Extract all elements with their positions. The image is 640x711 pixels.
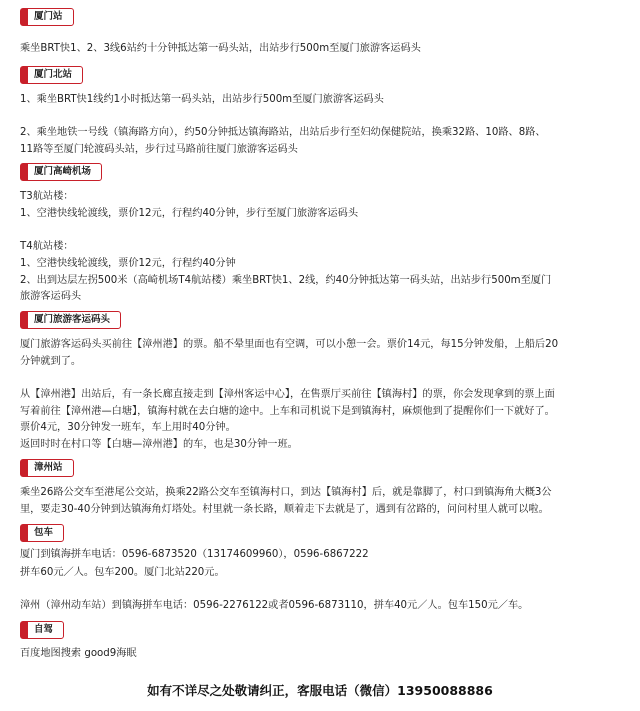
tag-marker (21, 312, 28, 328)
tag-label: 厦门北站 (34, 69, 73, 80)
charter-line-2: 拼车60元／人。包车200。厦门北站220元。 (20, 567, 225, 578)
gaoqi-line-6: 旅游客运码头 (20, 291, 82, 302)
tag-label: 自驾 (34, 624, 54, 635)
xiamen-north-line-2: 2、乘坐地铁一号线（镇海路方向），约50分钟抵达镇海路站，出站后步行至妇幼保健院站，换乘32路、10路、8路、 (20, 127, 546, 138)
gaoqi-line-4: 1、空港快线轮渡线，票价12元，行程约40分钟 (20, 258, 236, 269)
tag-label: 包车 (34, 527, 54, 538)
gaoqi-line-5: 2、出到达层左拐500米（高崎机场T4航站楼）乘坐BRT快1、2线，约40分钟抵达第一码头站，出站步行500m至厦门 (20, 275, 552, 286)
xiamen-north-line-1: 1、乘坐BRT快1线约1小时抵达第一码头站，出站步行500m至厦门旅游客运码头 (20, 94, 384, 105)
tag-marker (21, 67, 28, 83)
tag-marker (21, 525, 28, 541)
contact-footer: 如有不详尽之处敬请纠正，客服电话（微信）13950088886 (147, 683, 493, 698)
tag-marker (21, 164, 28, 180)
section-tag-xiamen-station (20, 8, 74, 26)
terminal-line-3: 从【漳州港】出站后，有一条长廊直接走到【漳州客运中心】，在售票厅买前往【镇海村】的票，你会发现拿到的票上面 (20, 389, 555, 400)
section-tag-gaoqi-airport (20, 163, 102, 181)
charter-line-1: 厦门到镇海拼车电话：0596-6873520（13174609960），0596-6867222 (20, 549, 369, 560)
section-tag-self-drive (20, 621, 64, 639)
tag-label: 厦门站 (34, 11, 63, 22)
tag-label: 漳州站 (34, 462, 63, 473)
gaoqi-line-1: T3航站楼： (20, 191, 74, 202)
section-tag-zhangzhou (20, 459, 74, 477)
section-tag-xiamen-north (20, 66, 83, 84)
terminal-line-4: 写着前往【漳州港—白塘】，镇海村就在去白塘的途中。上车和司机说下是到镇海村，麻烦他到了提醒你们一下就好了。 (20, 406, 555, 417)
zhangzhou-line-2: 里，要走30-40分钟到达镇海角灯塔处。村里就一条长路，顺着走下去就是了，遇到有岔路的，问问村里人就可以啦。 (20, 504, 549, 515)
tag-label: 厦门高崎机场 (34, 166, 92, 177)
section-tag-charter (20, 524, 64, 542)
terminal-line-2: 分钟就到了。 (20, 356, 82, 367)
terminal-line-5: 票价4元，30分钟发一班车，车上用时40分钟。 (20, 422, 236, 433)
tag-marker (21, 622, 28, 638)
charter-line-3: 漳州（漳州动车站）到镇海拼车电话：0596-2276122或者0596-6873110，拼车40元／人。包车150元／车。 (20, 600, 529, 611)
zhangzhou-line-1: 乘坐26路公交车至港尾公交站，换乘22路公交车至镇海村口，到达【镇海村】后，就是靠脚了，村口到镇海角大概3公 (20, 487, 552, 498)
section-tag-terminal (20, 311, 121, 329)
gaoqi-line-3: T4航站楼： (20, 241, 74, 252)
tag-marker (21, 9, 28, 25)
xiamen-north-line-3: 11路等至厦门轮渡码头站，步行过马路前往厦门旅游客运码头 (20, 144, 298, 155)
selfdrive-line-1: 百度地图搜索 good9海眠 (20, 648, 137, 659)
terminal-line-6: 返回时时在村口等【白塘—漳州港】的车，也是30分钟一班。 (20, 439, 298, 450)
tag-label: 厦门旅游客运码头 (34, 314, 111, 325)
gaoqi-line-2: 1、空港快线轮渡线，票价12元，行程约40分钟，步行至厦门旅游客运码头 (20, 208, 359, 219)
terminal-line-1: 厦门旅游客运码头买前往【漳州港】的票。船不晕里面也有空调，可以小憩一会。票价14元，每15分钟发船，上船后20 (20, 339, 559, 350)
xiamen-line-1: 乘坐BRT快1、2、3线6站约十分钟抵达第一码头站，出站步行500m至厦门旅游客运码头 (20, 43, 421, 54)
tag-marker (21, 460, 28, 476)
